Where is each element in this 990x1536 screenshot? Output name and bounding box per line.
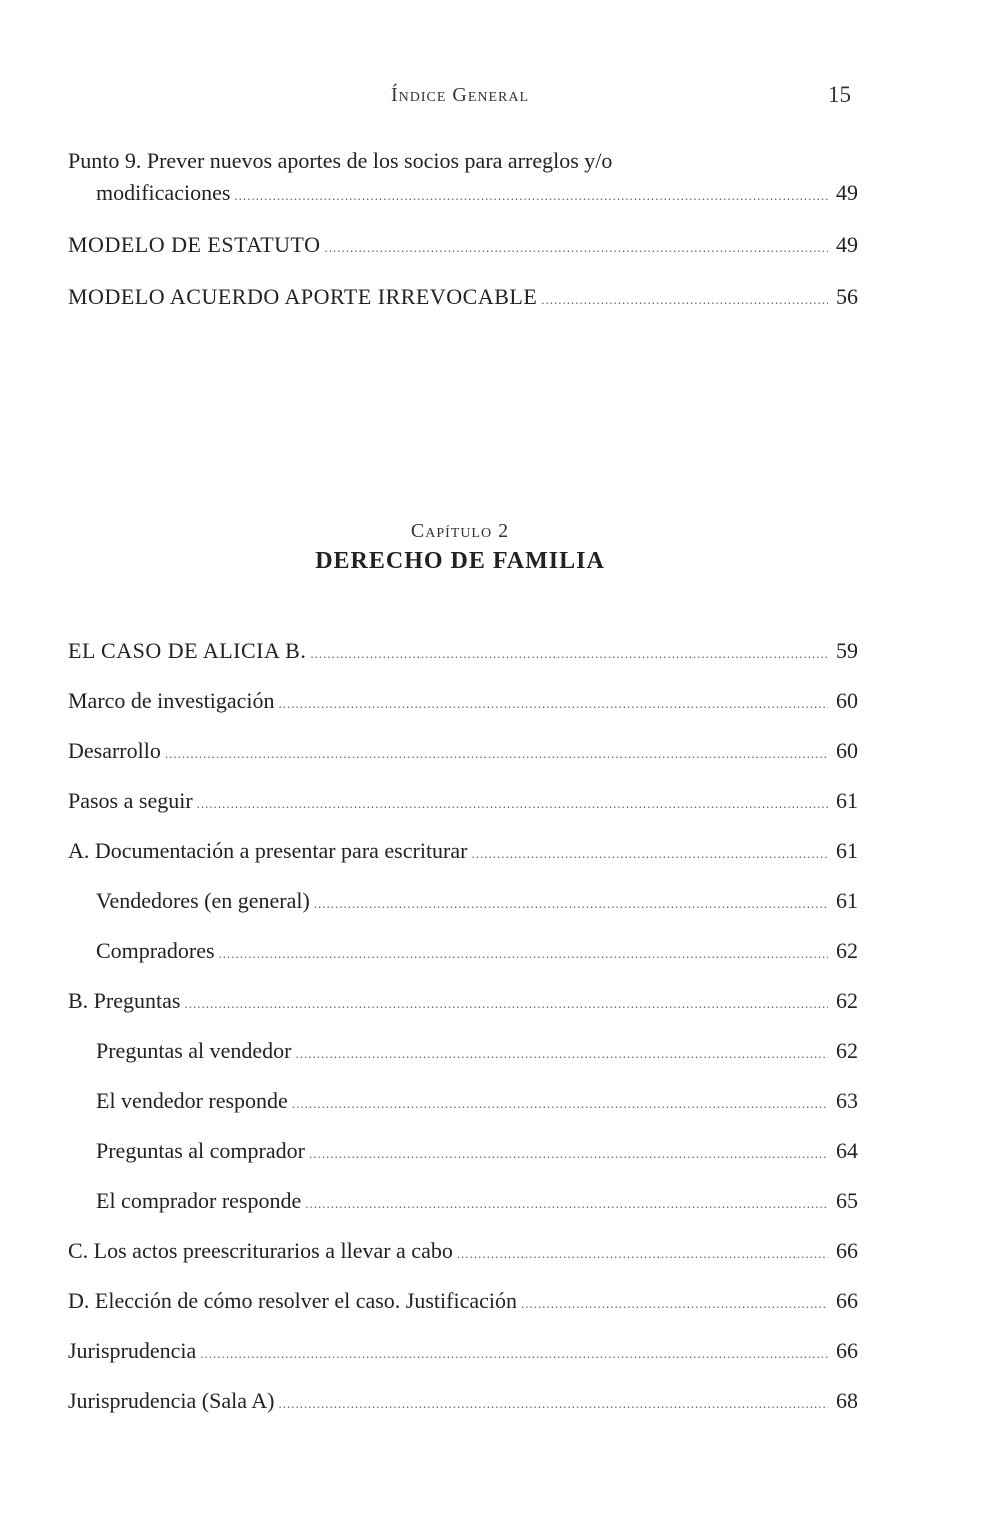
- toc-entry-page: 64: [836, 1138, 858, 1163]
- toc-entry-page: 66: [836, 1238, 858, 1263]
- dot-leader: [200, 1341, 828, 1367]
- toc-entry-page: 62: [836, 938, 858, 963]
- toc-entry[interactable]: [68, 938, 858, 988]
- toc-entry-label: C. Los actos preescriturarios a llevar a cabo: [68, 1238, 453, 1263]
- toc-entry-label: Compradores: [96, 938, 215, 963]
- dot-leader: [234, 183, 828, 209]
- running-title: Índice General: [390, 84, 530, 106]
- page-number: 15: [828, 82, 851, 107]
- toc-entry-label: Jurisprudencia: [68, 1338, 197, 1363]
- toc-entry-page: 60: [836, 688, 858, 713]
- toc-entry-punto9-line1: Punto 9. Prever nuevos aportes de los socios para arreglos y/o: [68, 148, 613, 173]
- toc-entry-page: 66: [836, 1288, 858, 1313]
- dot-leader: [197, 791, 828, 817]
- toc-entry[interactable]: [68, 638, 858, 688]
- toc-entry-label: Desarrollo: [68, 738, 161, 763]
- toc-entry[interactable]: [68, 1388, 858, 1438]
- toc-entry[interactable]: [68, 1038, 858, 1088]
- toc-entry-page: 68: [836, 1388, 858, 1413]
- dot-leader: [292, 1091, 828, 1117]
- dot-leader: [541, 287, 828, 313]
- toc-entry-label: El comprador responde: [96, 1188, 302, 1213]
- dot-leader: [521, 1291, 828, 1317]
- toc-entry-punto9[interactable]: [68, 180, 858, 232]
- dot-leader: [457, 1241, 828, 1267]
- dot-leader: [296, 1041, 829, 1067]
- toc-entry-label: B. Preguntas: [68, 988, 181, 1013]
- chapter-title: DERECHO DE FAMILIA: [315, 548, 605, 574]
- toc-entry-modelo-estatuto[interactable]: [68, 232, 858, 284]
- toc-entry-page: 60: [836, 738, 858, 763]
- dot-leader: [165, 741, 828, 767]
- dot-leader: [310, 641, 828, 667]
- dot-leader: [219, 941, 828, 967]
- dot-leader: [309, 1141, 828, 1167]
- chapter-heading: [0, 520, 920, 575]
- toc-entry-page: 59: [836, 638, 858, 663]
- toc-entry-page: 66: [836, 1338, 858, 1363]
- toc-section-top: [68, 148, 858, 336]
- toc-entry-label: MODELO ACUERDO APORTE IRREVOCABLE: [68, 284, 538, 309]
- toc-entry[interactable]: [68, 838, 858, 888]
- toc-entry[interactable]: [68, 1088, 858, 1138]
- dot-leader: [314, 891, 828, 917]
- toc-entry-label: Preguntas al comprador: [96, 1138, 305, 1163]
- toc-entry[interactable]: [68, 1338, 858, 1388]
- toc-entry-page: 61: [836, 888, 858, 913]
- toc-entry[interactable]: [68, 738, 858, 788]
- toc-entry[interactable]: [68, 1188, 858, 1238]
- toc-entry-page: 49: [836, 180, 858, 205]
- toc-entry-page: 56: [836, 284, 858, 309]
- toc-entry[interactable]: [68, 688, 858, 738]
- dot-leader: [279, 1391, 829, 1417]
- chapter-label: Capítulo 2: [410, 520, 510, 542]
- toc-entry-page: 62: [836, 988, 858, 1013]
- running-header: [0, 84, 990, 114]
- toc-entry-page: 61: [836, 788, 858, 813]
- toc-entry-page: 63: [836, 1088, 858, 1113]
- dot-leader: [305, 1191, 828, 1217]
- toc-entry[interactable]: [68, 1288, 858, 1338]
- toc-entry-page: 61: [836, 838, 858, 863]
- toc-entry-label: Pasos a seguir: [68, 788, 193, 813]
- toc-entry-modelo-acuerdo[interactable]: [68, 284, 858, 336]
- dot-leader: [324, 235, 828, 261]
- toc-entry-label: El vendedor responde: [96, 1088, 288, 1113]
- toc-entry[interactable]: [68, 1238, 858, 1288]
- toc-section-chapter2: [68, 638, 858, 1438]
- dot-leader: [471, 841, 828, 867]
- toc-entry-label: modificaciones: [96, 180, 231, 205]
- toc-entry-label: EL CASO DE ALICIA B.: [68, 638, 307, 663]
- dot-leader: [279, 691, 829, 717]
- toc-entry[interactable]: [68, 1138, 858, 1188]
- toc-entry-page: 62: [836, 1038, 858, 1063]
- toc-entry-label: Vendedores (en general): [96, 888, 310, 913]
- toc-entry-label: MODELO DE ESTATUTO: [68, 232, 321, 257]
- toc-entry-page: 65: [836, 1188, 858, 1213]
- toc-entry-label: Marco de investigación: [68, 688, 275, 713]
- dot-leader: [184, 991, 828, 1017]
- toc-entry[interactable]: [68, 788, 858, 838]
- toc-entry-page: 49: [836, 232, 858, 257]
- toc-entry-label: Preguntas al vendedor: [96, 1038, 292, 1063]
- toc-entry-label: Jurisprudencia (Sala A): [68, 1388, 275, 1413]
- toc-entry[interactable]: [68, 888, 858, 938]
- toc-entry-label: A. Documentación a presentar para escriturar: [68, 838, 468, 863]
- toc-entry-label: D. Elección de cómo resolver el caso. Justificación: [68, 1288, 518, 1313]
- toc-entry[interactable]: [68, 988, 858, 1038]
